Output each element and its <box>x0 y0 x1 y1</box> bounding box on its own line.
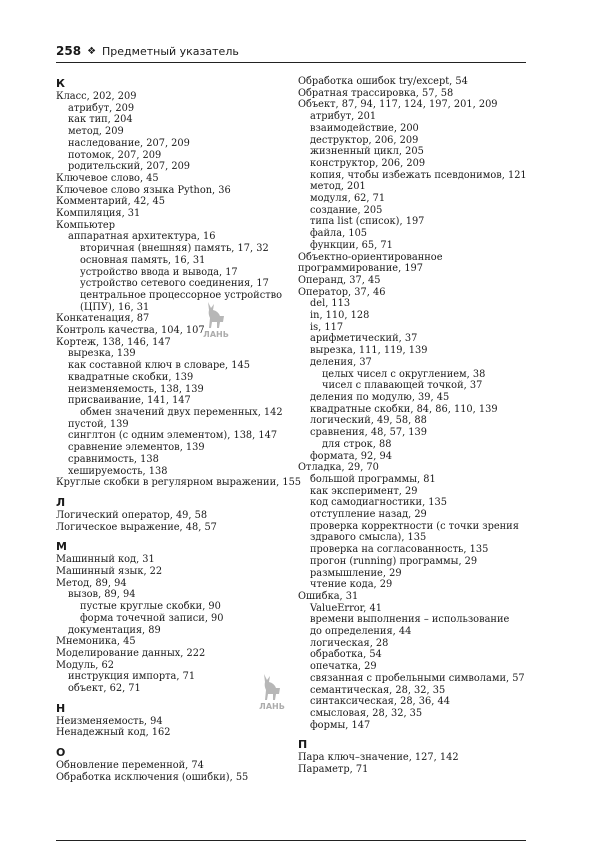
index-subentry: вырезка, 139 <box>68 348 136 360</box>
index-subentry: аппаратная архитектура, 16 <box>68 231 216 243</box>
footer-rule <box>56 840 526 841</box>
index-subentry: сравнения, 48, 57, 139 <box>310 427 427 439</box>
index-column-right <box>298 76 538 776</box>
index-entry: Логическое выражение, 48, 57 <box>56 521 217 533</box>
index-subsubentry: форма точечной записи, 90 <box>80 612 224 624</box>
index-entry: Ключевое слово, 45 <box>56 172 159 184</box>
index-subentry: сравнимость, 138 <box>68 453 159 465</box>
index-subentry: как составной ключ в словаре, 145 <box>68 360 250 372</box>
index-subentry: квадратные скобки, 139 <box>68 371 194 383</box>
index-entry: Кортеж, 138, 146, 147 <box>56 336 171 348</box>
index-subentry: метод, 201 <box>310 181 366 193</box>
index-subentry: как тип, 204 <box>68 114 133 126</box>
index-subentry: конструктор, 206, 209 <box>310 157 426 169</box>
index-subentry: создание, 205 <box>310 204 383 216</box>
index-subsubentry: устройство ввода и вывода, 17 <box>80 266 238 278</box>
index-entry: Класс, 202, 209 <box>56 91 137 102</box>
index-subsubentry: пустые круглые скобки, 90 <box>80 601 221 613</box>
index-entry: Логический оператор, 49, 58 <box>56 509 208 521</box>
index-subentry: вызов, 89, 94 <box>68 589 136 601</box>
index-letter-p: П <box>298 738 308 752</box>
page-header <box>56 40 526 62</box>
index-subentry: семантическая, 28, 32, 35 <box>310 684 446 696</box>
index-subentry: чтение кода, 29 <box>310 579 393 591</box>
index-entry: Машинный язык, 22 <box>56 566 163 578</box>
index-subentry: копия, чтобы избежать псевдонимов, 121 <box>310 169 527 181</box>
page-number: 258 <box>56 44 82 58</box>
index-subentry: формы, 147 <box>310 719 371 731</box>
index-subentry: формата, 92, 94 <box>310 450 392 462</box>
index-subentry: квадратные скобки, 84, 86, 110, 139 <box>310 403 498 415</box>
watermark-logo <box>252 672 292 711</box>
index-subentry: вырезка, 111, 119, 139 <box>310 345 428 357</box>
index-subentry: размышление, 29 <box>310 567 402 579</box>
index-subentry: атрибут, 201 <box>310 111 377 123</box>
index-subsubentry: центральное процессорное устройство <box>80 289 283 301</box>
index-subentry: in, 110, 128 <box>310 310 370 322</box>
index-subentry: инструкция импорта, 71 <box>68 671 196 683</box>
index-subentry: типа list (список), 197 <box>310 216 425 228</box>
index-subsubentry: целых чисел с округлением, 38 <box>322 368 486 380</box>
index-subentry: родительский, 207, 209 <box>68 161 191 173</box>
index-subentry: модуля, 62, 71 <box>310 193 386 205</box>
index-letter-k: К <box>56 77 65 90</box>
index-subentry: жизненный цикл, 205 <box>310 146 424 158</box>
index-entry: Обратная трассировка, 57, 58 <box>298 87 454 99</box>
index-subentry: неизменяемость, 138, 139 <box>68 383 204 395</box>
index-entry: Модуль, 62 <box>56 659 114 671</box>
index-subentry: функции, 65, 71 <box>310 239 393 251</box>
index-entry: Компиляция, 31 <box>56 208 141 220</box>
index-letter-l: Л <box>56 495 66 509</box>
index-subentry: ValueError, 41 <box>310 602 382 614</box>
index-subentry: обработка, 54 <box>310 649 382 661</box>
index-subentry: взаимодействие, 200 <box>310 122 419 134</box>
index-entry: Круглые скобки в регулярном выражении, 155 <box>56 477 302 489</box>
index-subentry: потомок, 207, 209 <box>68 149 162 161</box>
index-subsubentry: вторичная (внешняя) память, 17, 32 <box>80 243 269 255</box>
index-subentry: присваивание, 141, 147 <box>68 395 191 407</box>
index-subentry: файла, 105 <box>310 228 368 240</box>
index-subentry: документация, 89 <box>68 624 161 636</box>
index-entry: Машинный код, 31 <box>56 554 155 566</box>
index-subentry: проверка корректности (с точки зрения здравого смысла), 135 <box>310 520 519 544</box>
index-subentry: хешируемость, 138 <box>68 465 168 477</box>
index-entry: Компьютер <box>56 219 115 231</box>
index-subentry: пустой, 139 <box>68 418 129 430</box>
index-subentry: del, 113 <box>310 298 351 310</box>
index-entry: Оператор, 37, 46 <box>298 286 386 298</box>
index-entry: Обработка исключения (ошибки), 55 <box>56 771 249 783</box>
index-entry: Неизменяемость, 94 <box>56 715 163 727</box>
index-entry: Мнемоника, 45 <box>56 636 136 648</box>
index-subentry: метод, 209 <box>68 126 124 138</box>
index-subentry: деструктор, 206, 209 <box>310 134 419 146</box>
index-subentry: синтаксическая, 28, 36, 44 <box>310 696 450 708</box>
index-entry: Контроль качества, 104, 107 <box>56 325 205 337</box>
index-subentry: времени выполнения – использование до определения, 44 <box>310 614 510 638</box>
index-subentry: сравнение элементов, 139 <box>68 442 205 454</box>
index-entry: Конкатенация, 87 <box>56 313 150 325</box>
index-subentry: объект, 62, 71 <box>68 683 141 695</box>
index-subentry: связанная с пробельными символами, 57 <box>310 672 525 684</box>
index-subentry: is, 117 <box>310 321 344 333</box>
index-entry: Объект, 87, 94, 117, 124, 197, 201, 209 <box>298 99 498 111</box>
deer-icon <box>202 300 230 330</box>
index-subentry: код самодиагностики, 135 <box>310 497 447 509</box>
index-subentry: логическая, 28 <box>310 637 389 649</box>
index-entry: Параметр, 71 <box>298 764 369 776</box>
index-letter-m: М <box>56 540 67 554</box>
index-entry: Метод, 89, 94 <box>56 577 127 589</box>
index-entry: Пара ключ–значение, 127, 142 <box>298 752 459 764</box>
index-entry: Отладка, 29, 70 <box>298 462 379 474</box>
index-subentry: логический, 49, 58, 88 <box>310 415 427 427</box>
watermark-text: ЛАНЬ <box>203 330 229 339</box>
index-entry: Операнд, 37, 45 <box>298 274 381 286</box>
index-subsubentry: чисел с плавающей точкой, 37 <box>322 380 483 392</box>
watermark-text: ЛАНЬ <box>259 702 285 711</box>
index-subentry: отступление назад, 29 <box>310 509 427 521</box>
index-entry: Моделирование данных, 222 <box>56 647 206 659</box>
index-subentry: большой программы, 81 <box>310 473 436 485</box>
index-entry: Ошибка, 31 <box>298 590 359 602</box>
index-subentry: арифметический, 37 <box>310 333 418 345</box>
index-letter-n: Н <box>56 701 66 715</box>
header-title: Предметный указатель <box>102 44 239 58</box>
index-subentry: деления по модулю, 39, 45 <box>310 391 450 403</box>
index-entry: Ключевое слово языка Python, 36 <box>56 184 231 196</box>
index-subentry: атрибут, 209 <box>68 102 135 114</box>
index-subentry: деления, 37 <box>310 356 372 368</box>
index-subentry: прогон (running) программы, 29 <box>310 555 478 567</box>
index-subentry: как эксперимент, 29 <box>310 485 418 497</box>
index-entry: Объектно-ориентированное программирование, 197 <box>298 251 443 275</box>
index-entry: Ненадежный код, 162 <box>56 727 171 739</box>
index-letter-o: О <box>56 746 66 760</box>
header-separator-icon: ❖ <box>87 45 97 57</box>
index-subsubentry: для строк, 88 <box>322 438 392 450</box>
index-entry: Обновление переменной, 74 <box>56 760 204 772</box>
header-rule <box>56 62 526 63</box>
index-subsubentry: основная память, 16, 31 <box>80 254 206 266</box>
index-subsubentry: (ЦПУ), 16, 31 <box>80 301 150 313</box>
deer-icon <box>258 672 286 702</box>
index-subentry: смысловая, 28, 32, 35 <box>310 707 423 719</box>
index-subentry: проверка на согласованность, 135 <box>310 544 489 556</box>
index-subentry: опечатка, 29 <box>310 661 377 673</box>
index-subsubentry: обмен значений двух переменных, 142 <box>80 406 283 418</box>
watermark-logo <box>196 300 236 339</box>
index-subentry: синглтон (с одним элементом), 138, 147 <box>68 430 278 442</box>
index-entry: Комментарий, 42, 45 <box>56 196 166 208</box>
index-entry: Обработка ошибок try/except, 54 <box>298 76 468 87</box>
index-subsubentry: устройство сетевого соединения, 17 <box>80 278 269 290</box>
index-subentry: наследование, 207, 209 <box>68 137 190 149</box>
